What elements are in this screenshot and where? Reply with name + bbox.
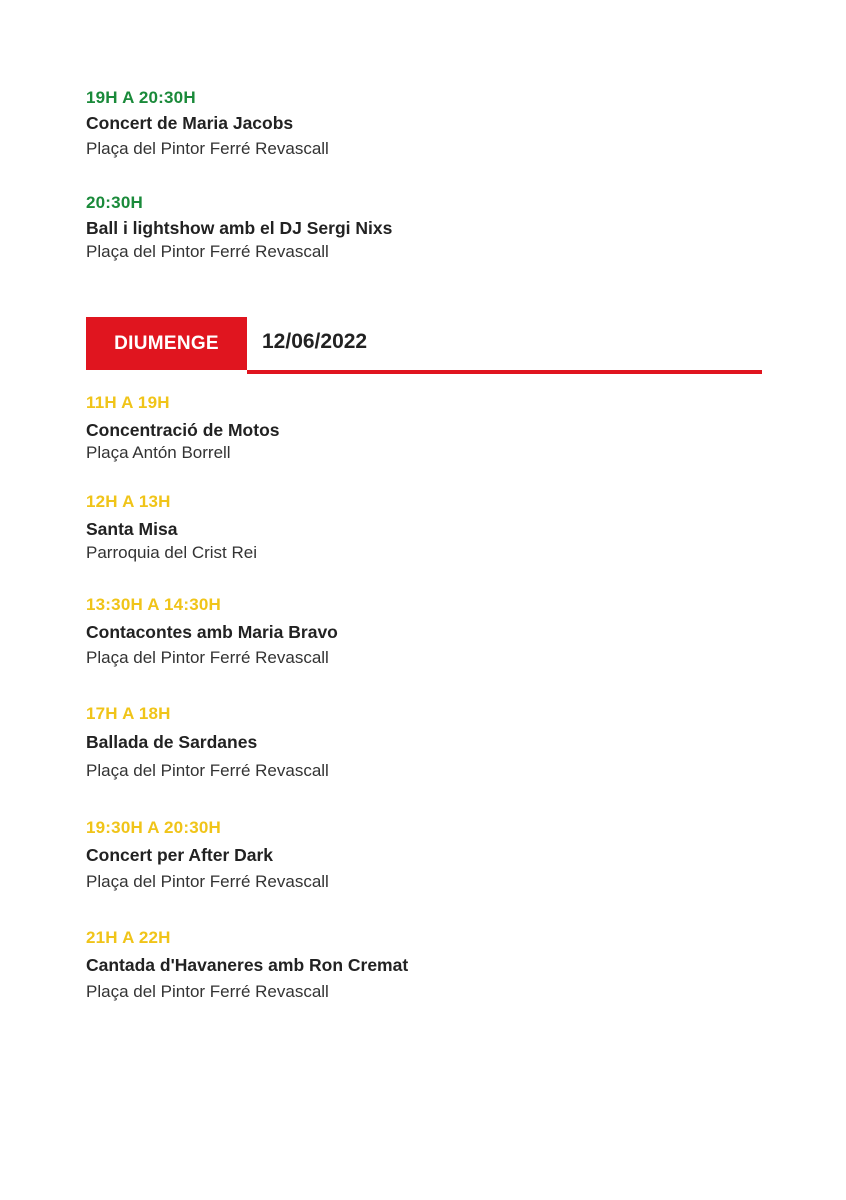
event-time: 12H A 13H — [86, 492, 171, 511]
event-place: Plaça Antón Borrell — [86, 443, 231, 462]
event-time: 19:30H A 20:30H — [86, 818, 221, 837]
event-time: 20:30H — [86, 193, 143, 212]
event-entry — [86, 88, 766, 160]
event-entry — [86, 704, 766, 782]
event-time: 13:30H A 14:30H — [86, 595, 221, 614]
event-time: 11H A 19H — [86, 393, 170, 412]
event-place: Plaça del Pintor Ferré Revascall — [86, 242, 329, 261]
event-place: Plaça del Pintor Ferré Revascall — [86, 761, 329, 780]
event-time: 17H A 18H — [86, 704, 171, 723]
event-time: 19H A 20:30H — [86, 88, 196, 107]
event-title: Concentració de Motos — [86, 420, 280, 440]
event-title: Santa Misa — [86, 519, 178, 539]
event-entry — [86, 393, 766, 464]
event-time: 21H A 22H — [86, 928, 171, 947]
day-divider — [247, 370, 762, 374]
day-date: 12/06/2022 — [262, 330, 368, 353]
event-entry — [86, 595, 766, 669]
event-title: Ball i lightshow amb el DJ Sergi Nixs — [86, 218, 393, 238]
event-title: Contacontes amb Maria Bravo — [86, 622, 338, 642]
day-label: DIUMENGE — [86, 317, 247, 370]
event-title: Ballada de Sardanes — [86, 732, 258, 752]
event-title: Concert per After Dark — [86, 845, 274, 865]
event-place: Plaça del Pintor Ferré Revascall — [86, 648, 329, 667]
event-entry — [86, 928, 766, 1003]
event-place: Plaça del Pintor Ferré Revascall — [86, 139, 329, 158]
event-title: Cantada d'Havaneres amb Ron Cremat — [86, 955, 409, 975]
day-header — [86, 317, 762, 374]
event-place: Parroquia del Crist Rei — [86, 543, 258, 562]
event-title: Concert de Maria Jacobs — [86, 113, 294, 133]
event-entry — [86, 193, 766, 263]
event-entry — [86, 818, 766, 893]
event-place: Plaça del Pintor Ferré Revascall — [86, 872, 329, 891]
event-place: Plaça del Pintor Ferré Revascall — [86, 982, 329, 1001]
event-entry — [86, 492, 766, 564]
